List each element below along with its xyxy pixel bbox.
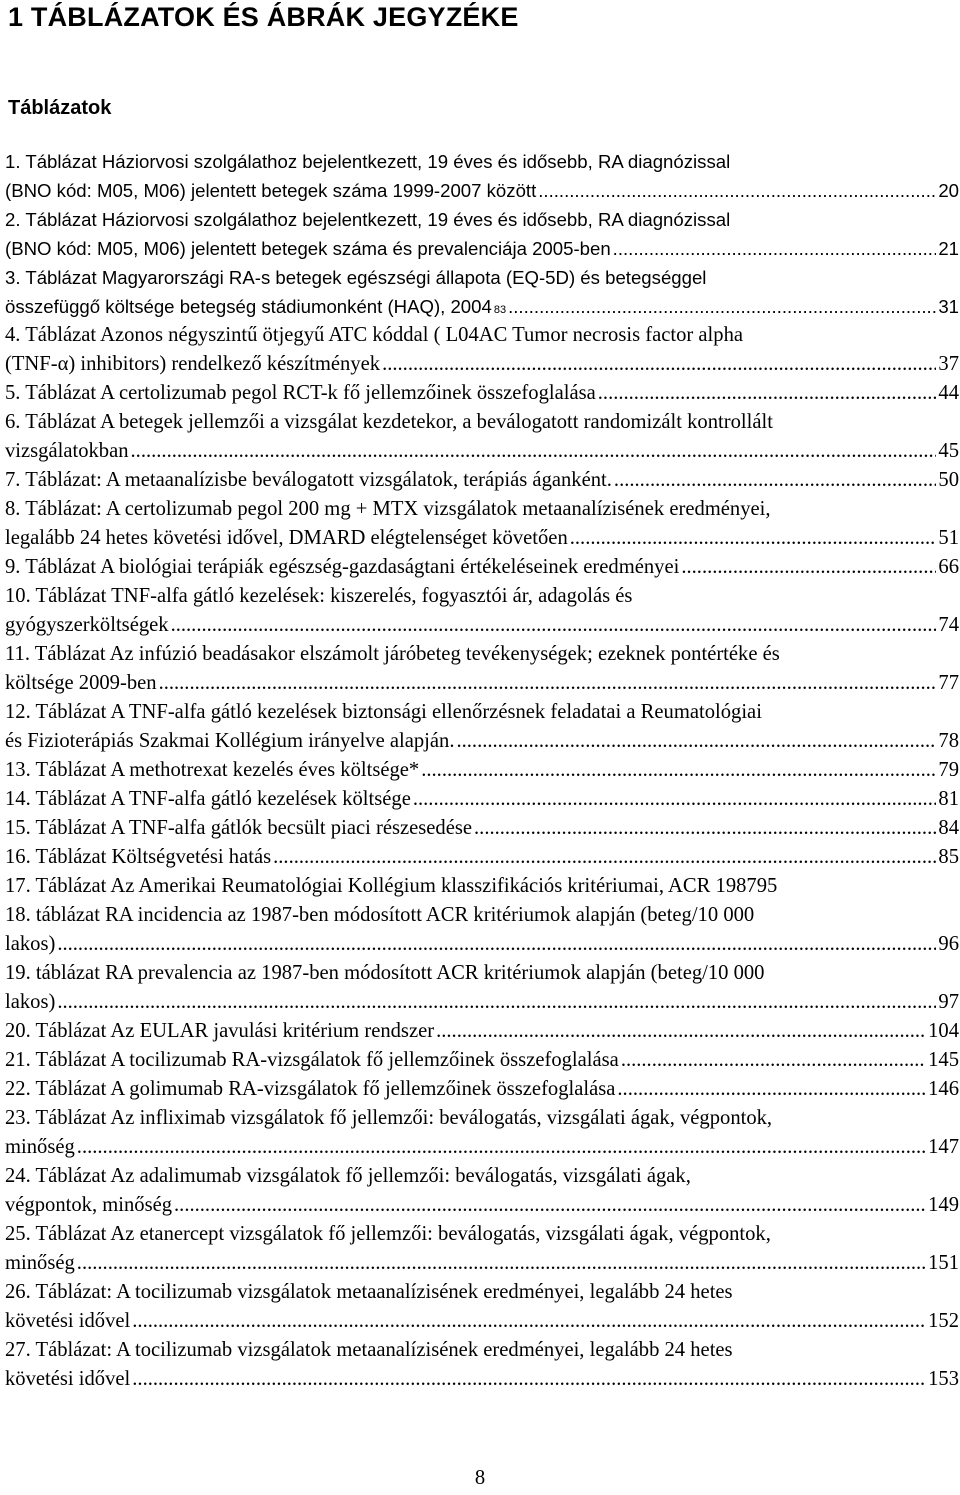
dot-leader — [617, 1075, 926, 1104]
toc-entry-line — [5, 872, 959, 901]
toc-entry-line — [5, 1336, 959, 1365]
dot-leader — [614, 466, 936, 495]
toc-entry-text: végpontok, minőség — [5, 1194, 173, 1216]
toc-entry-text: 4. Táblázat Azonos négyszintű ötjegyű ATC kóddal ( L04AC Tumor necrosis factor alpha — [5, 324, 744, 346]
toc-entry-line — [5, 814, 959, 843]
toc-page-number: 44 — [938, 382, 959, 404]
toc-entry-text: 7. Táblázat: A metaanalízisbe beválogatott vizsgálatok, terápiás áganként. — [5, 469, 612, 491]
toc-entry-text: 8. Táblázat: A certolizumab pegol 200 mg + MTX vizsgálatok metaanalízisének eredményei, — [5, 498, 771, 520]
toc-page-number: 151 — [928, 1252, 959, 1274]
toc-entry-line — [5, 524, 959, 553]
toc-entry-line — [5, 1017, 959, 1046]
toc-page-number: 145 — [928, 1049, 959, 1071]
toc-entry[interactable] — [5, 1017, 959, 1046]
toc-entry[interactable] — [5, 872, 959, 901]
toc-entry[interactable] — [5, 147, 959, 205]
toc-entry-line — [5, 1133, 959, 1162]
toc-entry[interactable] — [5, 640, 959, 698]
dot-leader — [132, 1365, 926, 1394]
toc-entry-line — [5, 495, 959, 524]
toc-entry-line — [5, 466, 959, 495]
toc-entry-text: 11. Táblázat Az infúzió beadásakor elszámolt járóbeteg tevékenységek; ezeknek pontértéke és — [5, 643, 780, 665]
dot-leader — [382, 350, 936, 379]
toc-entry-text: (TNF-α) inhibitors) rendelkező készítmények — [5, 353, 381, 375]
toc-entry-text: 16. Táblázat Költségvetési hatás — [5, 846, 272, 868]
toc-page-number: 31 — [938, 296, 959, 317]
toc-entry-text: 26. Táblázat: A tocilizumab vizsgálatok metaanalízisének eredményei, legalább 24 hetes — [5, 1281, 733, 1303]
toc-entry[interactable] — [5, 466, 959, 495]
toc-page-number: 81 — [938, 788, 959, 810]
toc-entry-line — [5, 988, 959, 1017]
dot-leader — [508, 292, 936, 321]
toc-entry[interactable] — [5, 408, 959, 466]
dot-leader — [273, 843, 936, 872]
toc-entry-line — [5, 582, 959, 611]
toc-entry[interactable] — [5, 756, 959, 785]
toc-entry-line — [5, 1278, 959, 1307]
toc-entry-text: 21. Táblázat A tocilizumab RA-vizsgálatok fő jellemzőinek összefoglalása — [5, 1049, 619, 1071]
dot-leader — [57, 930, 936, 959]
toc-page-number: 45 — [938, 440, 959, 462]
toc-entry[interactable] — [5, 321, 959, 379]
toc-entry-text: 14. Táblázat A TNF-alfa gátló kezelések költsége — [5, 788, 411, 810]
toc-entry-text: 13. Táblázat A methotrexat kezelés éves költsége* — [5, 759, 420, 781]
toc-entry-text: 9. Táblázat A biológiai terápiák egészség-gazdaságtani értékeléseinek eredményei — [5, 556, 680, 578]
toc-page-number: 74 — [938, 614, 959, 636]
toc-entry[interactable] — [5, 553, 959, 582]
toc-page-number: 77 — [938, 672, 959, 694]
toc-entry-text: lakos) — [5, 933, 56, 955]
toc-entry-text: 24. Táblázat Az adalimumab vizsgálatok fő jellemzői: beválogatás, vizsgálati ágak, — [5, 1165, 691, 1187]
toc-page-number: 85 — [938, 846, 959, 868]
dot-leader — [77, 1249, 926, 1278]
toc-page-number: 79 — [938, 759, 959, 781]
toc-entry-line — [5, 350, 959, 379]
toc-entry-text: követési idővel — [5, 1368, 131, 1390]
toc-entry[interactable] — [5, 843, 959, 872]
toc-entry-text: 6. Táblázat A betegek jellemzői a vizsgálat kezdetekor, a beválogatott randomizált kontrollált — [5, 411, 773, 433]
page-number: 8 — [474, 1467, 486, 1489]
toc-entry-line — [5, 1307, 959, 1336]
toc-entry-text: (BNO kód: M05, M06) jelentett betegek száma 1999-2007 között — [5, 180, 537, 201]
toc-entry-line — [5, 698, 959, 727]
dot-leader — [538, 176, 936, 205]
toc-entry-line — [5, 1220, 959, 1249]
toc-entry-line — [5, 727, 959, 756]
toc-entry-line — [5, 901, 959, 930]
toc-entry[interactable] — [5, 263, 959, 321]
toc-entry-line — [5, 234, 959, 263]
toc-entry[interactable] — [5, 1046, 959, 1075]
toc-entry-text: (BNO kód: M05, M06) jelentett betegek száma és prevalenciája 2005-ben — [5, 238, 611, 259]
toc-entry-line — [5, 379, 959, 408]
toc-page-number: 66 — [938, 556, 959, 578]
dot-leader — [621, 1046, 926, 1075]
dot-leader — [174, 1191, 926, 1220]
toc-entry-line — [5, 930, 959, 959]
dot-leader — [570, 524, 937, 553]
toc-entry-line — [5, 147, 959, 176]
toc-entry-text: minőség — [5, 1136, 75, 1158]
toc-entry-line — [5, 1191, 959, 1220]
toc-entry-line — [5, 1365, 959, 1394]
toc-entry-text: 22. Táblázat A golimumab RA-vizsgálatok fő jellemzőinek összefoglalása — [5, 1078, 616, 1100]
toc-entry[interactable] — [5, 959, 959, 1017]
toc-entry-line — [5, 205, 959, 234]
toc-page-number: 50 — [938, 469, 959, 491]
toc-entry[interactable] — [5, 1220, 959, 1278]
toc-entry[interactable] — [5, 1075, 959, 1104]
toc-entry-text: 17. Táblázat Az Amerikai Reumatológiai Kollégium klasszifikációs kritériumai, ACR 1987 — [5, 875, 757, 897]
toc-entry-line — [5, 1104, 959, 1133]
toc-entry-text: 5. Táblázat A certolizumab pegol RCT-k fő jellemzőinek összefoglalása — [5, 382, 596, 404]
toc-entry-text: követési idővel — [5, 1310, 131, 1332]
toc-page-number: 78 — [938, 730, 959, 752]
toc-entry-text: költsége 2009-ben — [5, 672, 157, 694]
toc-entry[interactable] — [5, 379, 959, 408]
toc-page-number: 153 — [928, 1368, 959, 1390]
toc-page-number: 149 — [928, 1194, 959, 1216]
toc-entry-line — [5, 437, 959, 466]
toc-entry-line — [5, 959, 959, 988]
toc-page-number: 96 — [938, 933, 959, 955]
toc-entry-text: legalább 24 hetes követési idővel, DMARD elégtelenséget követően — [5, 527, 568, 549]
toc-entry-line — [5, 1046, 959, 1075]
toc-entry[interactable] — [5, 1278, 959, 1336]
toc-entry-text: vizsgálatokban — [5, 440, 129, 462]
dot-leader — [413, 785, 937, 814]
toc-entry-text: 1. Táblázat Háziorvosi szolgálathoz bejelentkezett, 19 éves és idősebb, RA diagnózissal — [5, 151, 731, 172]
toc-entry[interactable] — [5, 1336, 959, 1394]
toc-entry[interactable] — [5, 495, 959, 553]
toc-entry-text: 3. Táblázat Magyarországi RA-s betegek egészségi állapota (EQ-5D) és betegséggel — [5, 267, 707, 288]
toc-entry-text: 27. Táblázat: A tocilizumab vizsgálatok metaanalízisének eredményei, legalább 24 hetes — [5, 1339, 733, 1361]
toc-entry-line — [5, 408, 959, 437]
toc-entry-text: 2. Táblázat Háziorvosi szolgálathoz bejelentkezett, 19 éves és idősebb, RA diagnózissal — [5, 209, 731, 230]
toc-entry-text: lakos) — [5, 991, 56, 1013]
toc-page-number: 97 — [938, 991, 959, 1013]
toc-entry-line — [5, 176, 959, 205]
toc-entry-line — [5, 785, 959, 814]
dot-leader — [131, 437, 937, 466]
toc-entry-line: összefüggő költsége betegség stádiumonként (HAQ), 2004 83 ..... 31 — [5, 292, 959, 321]
toc-entry-text: gyógyszerköltségek — [5, 614, 169, 636]
table-of-contents — [5, 147, 959, 1394]
toc-page-number: 37 — [938, 353, 959, 375]
toc-entry-line — [5, 263, 959, 292]
toc-entry-line — [5, 1162, 959, 1191]
dot-leader — [421, 756, 936, 785]
toc-page-number: 21 — [938, 238, 959, 259]
toc-page-number: 146 — [928, 1078, 959, 1100]
dot-leader — [436, 1017, 926, 1046]
toc-entry-text: minőség — [5, 1252, 75, 1274]
toc-entry-text: 18. táblázat RA incidencia az 1987-ben módosított ACR kritériumok alapján (beteg/10 000 — [5, 904, 755, 926]
toc-entry-text: és Fizioterápiás Szakmai Kollégium irányelve alapján. — [5, 730, 455, 752]
toc-entry-line — [5, 1249, 959, 1278]
toc-page-number: 147 — [928, 1136, 959, 1158]
toc-entry-text: 15. Táblázat A TNF-alfa gátlók becsült piaci részesedése — [5, 817, 473, 839]
dot-leader — [171, 611, 937, 640]
toc-entry-line — [5, 553, 959, 582]
dot-leader — [613, 234, 937, 263]
toc-entry-line — [5, 611, 959, 640]
toc-page-number: 95 — [756, 875, 778, 897]
toc-entry[interactable] — [5, 1162, 959, 1220]
toc-entry-text: 23. Táblázat Az infliximab vizsgálatok fő jellemzői: beválogatás, vizsgálati ágak, végpontok, — [5, 1107, 773, 1129]
dot-leader — [77, 1133, 926, 1162]
toc-entry[interactable] — [5, 205, 959, 263]
dot-leader — [456, 727, 936, 756]
dot-leader — [474, 814, 936, 843]
dot-leader — [598, 379, 937, 408]
toc-entry-line — [5, 756, 959, 785]
toc-entry[interactable] — [5, 901, 959, 959]
toc-page-number: 84 — [938, 817, 959, 839]
toc-entry[interactable] — [5, 1104, 959, 1162]
toc-entry-text: összefüggő költsége betegség stádiumonként (HAQ), 2004 — [5, 296, 492, 317]
toc-entry[interactable] — [5, 582, 959, 640]
toc-entry-line — [5, 1075, 959, 1104]
toc-entry[interactable] — [5, 698, 959, 756]
tables-subheading: Táblázatok — [8, 97, 112, 119]
toc-entry-text: 20. Táblázat Az EULAR javulási kritérium rendszer — [5, 1020, 435, 1042]
toc-page-number: 51 — [938, 527, 959, 549]
toc-entry-text: 10. Táblázat TNF-alfa gátló kezelések: kiszerelés, fogyasztói ár, adagolás és — [5, 585, 633, 607]
toc-entry-text: 25. Táblázat Az etanercept vizsgálatok fő jellemzői: beválogatás, vizsgálati ágak, végpontok, — [5, 1223, 771, 1245]
toc-entry-line — [5, 669, 959, 698]
toc-entry[interactable] — [5, 785, 959, 814]
toc-page-number: 104 — [928, 1020, 959, 1042]
toc-entry-line — [5, 843, 959, 872]
toc-entry-line — [5, 640, 959, 669]
toc-page-number: 20 — [938, 180, 959, 201]
toc-page-number: 152 — [928, 1310, 959, 1332]
dot-leader — [681, 553, 936, 582]
toc-entry-line — [5, 321, 959, 350]
section-heading: 1 TÁBLÁZATOK ÉS ÁBRÁK JEGYZÉKE — [8, 2, 519, 32]
dot-leader — [57, 988, 936, 1017]
dot-leader — [132, 1307, 926, 1336]
dot-leader — [159, 669, 937, 698]
toc-entry-text: 12. Táblázat A TNF-alfa gátló kezelések biztonsági ellenőrzésnek feladatai a Reumatológiai — [5, 701, 762, 723]
toc-entry-text: 19. táblázat RA prevalencia az 1987-ben módosított ACR kritériumok alapján (beteg/10 000 — [5, 962, 765, 984]
toc-entry[interactable] — [5, 814, 959, 843]
